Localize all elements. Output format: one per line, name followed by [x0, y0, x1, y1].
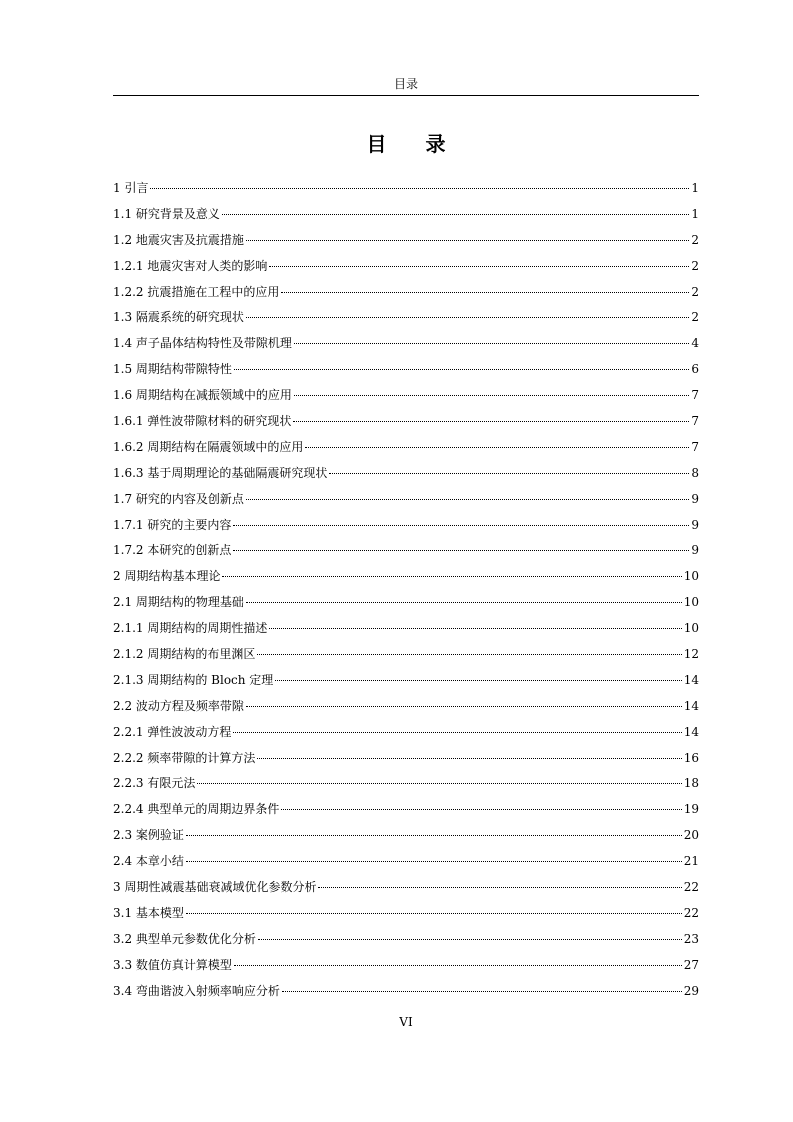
- toc-entry[interactable]: [113, 590, 699, 616]
- toc-entry[interactable]: [113, 538, 699, 564]
- toc-entry-title: 1.4 声子晶体结构特性及带隙机理: [113, 336, 292, 351]
- toc-dot-leader: [186, 912, 682, 914]
- toc-dot-leader: [246, 239, 689, 241]
- toc-entry-title: 3.1 基本模型: [113, 905, 184, 920]
- toc-entry-page: 10: [683, 621, 699, 636]
- toc-entry-page: 1: [691, 206, 699, 221]
- toc-entry[interactable]: [113, 797, 699, 823]
- toc-entry[interactable]: [113, 202, 699, 228]
- toc-entry[interactable]: [113, 901, 699, 927]
- toc-entry[interactable]: [113, 694, 699, 720]
- toc-dot-leader: [269, 627, 681, 629]
- toc-entry-page: 21: [683, 854, 699, 869]
- toc-dot-leader: [257, 653, 681, 655]
- toc-entry-title: 1.6.3 基于周期理论的基础隔震研究现状: [113, 465, 328, 480]
- toc-entry[interactable]: [113, 823, 699, 849]
- toc-dot-leader: [233, 549, 689, 551]
- toc-dot-leader: [246, 705, 682, 707]
- toc-dot-leader: [257, 757, 681, 759]
- toc-entry-page: 7: [691, 414, 699, 429]
- toc-entry[interactable]: [113, 383, 699, 409]
- toc-entry-title: 1.1 研究背景及意义: [113, 206, 220, 221]
- toc-dot-leader: [275, 679, 681, 681]
- toc-entry[interactable]: [113, 927, 699, 953]
- toc-entry-page: 16: [683, 750, 699, 765]
- toc-entry-page: 14: [683, 698, 699, 713]
- toc-entry-page: 10: [683, 569, 699, 584]
- toc-entry-title: 3.4 弯曲谐波入射频率响应分析: [113, 983, 280, 998]
- toc-entry-title: 1.2.1 地震灾害对人类的影响: [113, 258, 268, 273]
- toc-entry[interactable]: [113, 228, 699, 254]
- toc-dot-leader: [294, 394, 689, 396]
- toc-entry[interactable]: [113, 746, 699, 772]
- toc-entry-page: 19: [683, 802, 699, 817]
- toc-entry[interactable]: [113, 487, 699, 513]
- toc-entry-page: 22: [683, 880, 699, 895]
- toc-entry-page: 14: [683, 672, 699, 687]
- toc-entry-page: 20: [683, 828, 699, 843]
- toc-entry-page: 9: [691, 517, 699, 532]
- toc-entry[interactable]: [113, 254, 699, 280]
- toc-entry[interactable]: [113, 953, 699, 979]
- toc-entry[interactable]: [113, 875, 699, 901]
- toc-entry[interactable]: [113, 771, 699, 797]
- toc-entry-title: 1.5 周期结构带隙特性: [113, 362, 232, 377]
- toc-entry-title: 3.3 数值仿真计算模型: [113, 957, 232, 972]
- toc-entry-page: 8: [691, 465, 699, 480]
- toc-entry-title: 3 周期性减震基础衰减域优化参数分析: [113, 880, 317, 895]
- toc-entry-title: 1.2.2 抗震措施在工程中的应用: [113, 284, 280, 299]
- toc-entry[interactable]: [113, 979, 699, 1005]
- toc-entry-page: 27: [683, 957, 699, 972]
- toc-entry[interactable]: [113, 357, 699, 383]
- toc-entry-page: 23: [683, 931, 699, 946]
- toc-dot-leader: [233, 524, 689, 526]
- toc-dot-leader: [246, 316, 689, 318]
- toc-dot-leader: [246, 498, 689, 500]
- toc-dot-leader: [293, 420, 689, 422]
- toc-entry[interactable]: [113, 513, 699, 539]
- toc-entry-page: 22: [683, 905, 699, 920]
- toc-entry-title: 1 引言: [113, 181, 149, 195]
- running-header: 目录: [393, 77, 418, 91]
- toc-dot-leader: [233, 731, 681, 733]
- toc-entry-title: 1.7 研究的内容及创新点: [113, 491, 244, 506]
- toc-entry-page: 1: [691, 181, 699, 195]
- toc-dot-leader: [186, 860, 682, 862]
- toc-dot-leader: [222, 213, 689, 215]
- toc-entry-page: 2: [691, 284, 699, 299]
- toc-dot-leader: [282, 990, 682, 992]
- toc-entry-page: 18: [683, 776, 699, 791]
- toc-entry-title: 2.1 周期结构的物理基础: [113, 595, 244, 610]
- toc-entry-page: 7: [691, 439, 699, 454]
- toc-entry[interactable]: [113, 461, 699, 487]
- toc-entry-page: 4: [691, 336, 699, 351]
- toc-entry[interactable]: [113, 642, 699, 668]
- toc-entry-page: 7: [691, 388, 699, 403]
- toc-entry[interactable]: [113, 668, 699, 694]
- toc-entry-title: 1.7.2 本研究的创新点: [113, 543, 232, 558]
- toc-entry-title: 2 周期结构基本理论: [113, 569, 221, 584]
- toc-entry-page: 9: [691, 543, 699, 558]
- toc-entry-page: 2: [691, 310, 699, 325]
- toc-entry-page: 10: [683, 595, 699, 610]
- toc-entry-title: 3.2 典型单元参数优化分析: [113, 931, 256, 946]
- toc-entry[interactable]: [113, 435, 699, 461]
- toc-entry-title: 1.6 周期结构在减振领域中的应用: [113, 388, 292, 403]
- toc-entry-title: 1.7.1 研究的主要内容: [113, 517, 232, 532]
- toc-dot-leader: [222, 575, 681, 577]
- toc-entry-title: 2.2.3 有限元法: [113, 776, 196, 791]
- toc-entry-title: 2.2.4 典型单元的周期边界条件: [113, 802, 280, 817]
- toc-entry[interactable]: [113, 564, 699, 590]
- toc-entry-title: 1.6.2 周期结构在隔震领域中的应用: [113, 439, 304, 454]
- toc-list: [113, 176, 699, 1005]
- toc-entry[interactable]: [113, 616, 699, 642]
- toc-entry-title: 2.3 案例验证: [113, 828, 184, 843]
- toc-entry-title: 2.1.2 周期结构的布里渊区: [113, 647, 256, 662]
- toc-entry-page: 2: [691, 258, 699, 273]
- toc-entry-title: 1.6.1 弹性波带隙材料的研究现状: [113, 414, 292, 429]
- toc-dot-leader: [258, 938, 682, 940]
- toc-entry-page: 12: [683, 647, 699, 662]
- toc-dot-leader: [318, 886, 681, 888]
- toc-entry[interactable]: [113, 409, 699, 435]
- toc-entry[interactable]: [113, 280, 699, 306]
- toc-entry-page: 6: [691, 362, 699, 377]
- toc-dot-leader: [269, 265, 689, 267]
- toc-dot-leader: [329, 472, 689, 474]
- toc-entry-page: 29: [683, 983, 699, 998]
- toc-dot-leader: [281, 808, 681, 810]
- toc-entry-title: 2.2.2 频率带隙的计算方法: [113, 750, 256, 765]
- toc-entry-page: 14: [683, 724, 699, 739]
- toc-dot-leader: [305, 446, 689, 448]
- toc-dot-leader: [234, 964, 682, 966]
- toc-entry-title: 2.1.1 周期结构的周期性描述: [113, 621, 268, 636]
- toc-entry[interactable]: [113, 849, 699, 875]
- toc-dot-leader: [197, 782, 681, 784]
- header-rule: [113, 95, 699, 96]
- toc-entry-title: 2.4 本章小结: [113, 854, 184, 869]
- toc-entry[interactable]: [113, 305, 699, 331]
- toc-entry-title: 1.3 隔震系统的研究现状: [113, 310, 244, 325]
- page-title: 目 录: [366, 132, 462, 156]
- toc-entry-title: 1.2 地震灾害及抗震措施: [113, 232, 244, 247]
- toc-entry[interactable]: [113, 331, 699, 357]
- toc-dot-leader: [234, 368, 689, 370]
- page-number: VI: [399, 1015, 413, 1029]
- toc-entry-title: 2.1.3 周期结构的 Bloch 定理: [113, 672, 274, 687]
- toc-entry[interactable]: [113, 176, 699, 202]
- toc-dot-leader: [294, 342, 689, 344]
- toc-entry-title: 2.2 波动方程及频率带隙: [113, 698, 244, 713]
- toc-dot-leader: [281, 291, 689, 293]
- toc-entry-title: 2.2.1 弹性波波动方程: [113, 724, 232, 739]
- toc-dot-leader: [150, 187, 689, 189]
- toc-dot-leader: [246, 601, 682, 603]
- toc-entry[interactable]: [113, 720, 699, 746]
- toc-dot-leader: [186, 834, 682, 836]
- toc-entry-page: 9: [691, 491, 699, 506]
- toc-entry-page: 2: [691, 232, 699, 247]
